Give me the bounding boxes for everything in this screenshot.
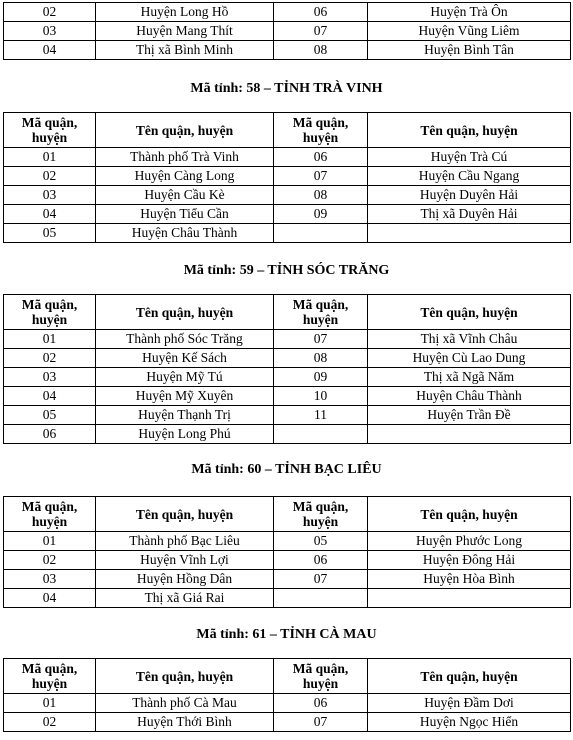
district-code: 07: [274, 22, 368, 41]
district-code: 06: [274, 148, 368, 167]
district-name: Huyện Đông Hải: [368, 551, 571, 570]
header-name: [96, 295, 274, 330]
table-header-row: [4, 113, 571, 148]
district-name: Thành phố Sóc Trăng: [96, 330, 274, 349]
header-code-line2: huyện: [302, 312, 339, 327]
district-name: Huyện Duyên Hải: [368, 186, 571, 205]
district-code: 01: [4, 330, 96, 349]
district-name: Thị xã Vĩnh Châu: [368, 330, 571, 349]
header-name: [368, 113, 571, 148]
district-name: Huyện Cầu Kè: [96, 186, 274, 205]
district-code: 04: [4, 387, 96, 406]
district-code: 05: [4, 406, 96, 425]
header-name-label: Tên quận, huyện: [135, 122, 234, 138]
district-code: 08: [274, 349, 368, 368]
header-code-line2: huyện: [31, 312, 68, 327]
district-name: Huyện Đầm Dơi: [368, 694, 571, 713]
district-code: 01: [4, 694, 96, 713]
district-name: Huyện Mang Thít: [96, 22, 274, 41]
header-code-line2: huyện: [302, 676, 339, 691]
district-name: Thị xã Duyên Hải: [368, 205, 571, 224]
table-row: [4, 205, 571, 224]
header-name-label: Tên quận, huyện: [420, 668, 518, 684]
header-name-label: Tên quận, huyện: [420, 304, 518, 320]
header-name: [368, 497, 571, 532]
district-name: Huyện Vũng Liêm: [368, 22, 571, 41]
district-code: 01: [4, 532, 96, 551]
district-code: [274, 589, 368, 608]
header-code-line1: Mã quận,: [292, 115, 349, 130]
table-row: [4, 186, 571, 205]
district-code: 07: [274, 167, 368, 186]
district-table: [3, 496, 571, 608]
district-code: 02: [4, 349, 96, 368]
district-code: 02: [4, 551, 96, 570]
district-code: 01: [4, 148, 96, 167]
header-name-label: Tên quận, huyện: [135, 668, 234, 684]
district-name: Huyện Trần Đề: [368, 406, 571, 425]
district-name: Huyện Cù Lao Dung: [368, 349, 571, 368]
header-code: [4, 113, 96, 148]
header-code: [4, 659, 96, 694]
district-code: 02: [4, 3, 96, 22]
district-name: Thị xã Ngã Năm: [368, 368, 571, 387]
district-name: [368, 224, 571, 243]
header-code: [274, 497, 368, 532]
table-header-row: [4, 295, 571, 330]
table-row: [4, 406, 571, 425]
header-name: [96, 497, 274, 532]
district-code: 06: [274, 551, 368, 570]
table-row: [4, 330, 571, 349]
header-code-line2: huyện: [302, 514, 339, 529]
header-name-label: Tên quận, huyện: [135, 304, 234, 320]
table-row: [4, 694, 571, 713]
district-name: Huyện Long Phú: [96, 425, 274, 444]
header-name: [368, 295, 571, 330]
table-row: [4, 387, 571, 406]
table-row: [4, 713, 571, 732]
district-name: Thành phố Bạc Liêu: [96, 532, 274, 551]
table-row: [4, 532, 571, 551]
district-code: 03: [4, 368, 96, 387]
province-title: Mã tỉnh: 61 – TỈNH CÀ MAU: [196, 627, 377, 642]
header-code: [274, 295, 368, 330]
district-code: 04: [4, 41, 96, 60]
header-code: [4, 295, 96, 330]
header-name-label: Tên quận, huyện: [420, 506, 518, 522]
district-code: [274, 425, 368, 444]
header-code: [4, 497, 96, 532]
header-code-line2: huyện: [302, 130, 339, 145]
district-table: [3, 294, 571, 444]
district-name: Thành phố Trà Vinh: [96, 148, 274, 167]
district-code: 09: [274, 368, 368, 387]
district-code: 04: [4, 589, 96, 608]
header-code-line1: Mã quận,: [21, 297, 78, 312]
district-name: Thị xã Giá Rai: [96, 589, 274, 608]
district-name: Huyện Bình Tân: [368, 41, 571, 60]
district-code: 09: [274, 205, 368, 224]
table-header-row: [4, 497, 571, 532]
table-row: [4, 148, 571, 167]
district-code: 03: [4, 186, 96, 205]
district-name: Huyện Trà Ôn: [368, 3, 571, 22]
district-name: Huyện Hồng Dân: [96, 570, 274, 589]
table-header-row: [4, 659, 571, 694]
table-row: [4, 167, 571, 186]
district-table: [3, 2, 571, 60]
district-name: Huyện Cầu Ngang: [368, 167, 571, 186]
province-title: Mã tỉnh: 59 – TỈNH SÓC TRĂNG: [183, 263, 390, 278]
header-name: [96, 113, 274, 148]
district-code: 02: [4, 167, 96, 186]
district-name: Thị xã Bình Minh: [96, 41, 274, 60]
district-code: 05: [4, 224, 96, 243]
district-name: Huyện Càng Long: [96, 167, 274, 186]
district-code: 02: [4, 713, 96, 732]
district-name: Huyện Hòa Bình: [368, 570, 571, 589]
table-row: [4, 41, 571, 60]
header-name: [368, 659, 571, 694]
table-row: [4, 589, 571, 608]
district-code: 08: [274, 41, 368, 60]
header-code: [274, 659, 368, 694]
district-table: [3, 658, 571, 732]
header-code-line2: huyện: [31, 676, 68, 691]
district-name: [368, 589, 571, 608]
header-code-line1: Mã quận,: [292, 661, 349, 676]
district-code: 05: [274, 532, 368, 551]
district-code: 07: [274, 713, 368, 732]
header-code-line1: Mã quận,: [292, 499, 349, 514]
header-name-label: Tên quận, huyện: [135, 506, 234, 522]
district-code: 07: [274, 570, 368, 589]
table-row: [4, 224, 571, 243]
district-name: Huyện Kế Sách: [96, 349, 274, 368]
district-table: [3, 112, 571, 243]
district-name: Huyện Ngọc Hiển: [368, 713, 571, 732]
district-name: Huyện Thạnh Trị: [96, 406, 274, 425]
district-name: Huyện Mỹ Xuyên: [96, 387, 274, 406]
district-code: 07: [274, 330, 368, 349]
district-name: Huyện Thới Bình: [96, 713, 274, 732]
district-name: Huyện Châu Thành: [368, 387, 571, 406]
district-name: [368, 425, 571, 444]
header-code-line1: Mã quận,: [21, 661, 78, 676]
table-row: [4, 349, 571, 368]
district-name: Huyện Mỹ Tú: [96, 368, 274, 387]
table-row: [4, 368, 571, 387]
province-title: Mã tỉnh: 58 – TỈNH TRÀ VINH: [190, 81, 383, 96]
district-code: 10: [274, 387, 368, 406]
header-name-label: Tên quận, huyện: [420, 122, 518, 138]
header-code-line1: Mã quận,: [21, 499, 78, 514]
table-row: [4, 22, 571, 41]
district-name: Huyện Phước Long: [368, 532, 571, 551]
district-code: 08: [274, 186, 368, 205]
district-code: 04: [4, 205, 96, 224]
district-name: Huyện Long Hồ: [96, 3, 274, 22]
province-title: Mã tỉnh: 60 – TỈNH BẠC LIÊU: [191, 462, 382, 477]
district-code: 06: [274, 3, 368, 22]
header-code-line1: Mã quận,: [292, 297, 349, 312]
district-name: Thành phố Cà Mau: [96, 694, 274, 713]
district-name: Huyện Châu Thành: [96, 224, 274, 243]
district-code: 03: [4, 22, 96, 41]
district-name: Huyện Tiểu Cần: [96, 205, 274, 224]
district-name: Huyện Vĩnh Lợi: [96, 551, 274, 570]
header-name: [96, 659, 274, 694]
table-row: [4, 425, 571, 444]
header-code-line2: huyện: [31, 514, 68, 529]
table-row: [4, 3, 571, 22]
header-code: [274, 113, 368, 148]
district-code: 11: [274, 406, 368, 425]
district-code: 06: [274, 694, 368, 713]
district-code: [274, 224, 368, 243]
table-row: [4, 570, 571, 589]
district-name: Huyện Trà Cú: [368, 148, 571, 167]
header-code-line2: huyện: [31, 130, 68, 145]
district-code: 03: [4, 570, 96, 589]
header-code-line1: Mã quận,: [21, 115, 78, 130]
table-row: [4, 551, 571, 570]
district-code: 06: [4, 425, 96, 444]
